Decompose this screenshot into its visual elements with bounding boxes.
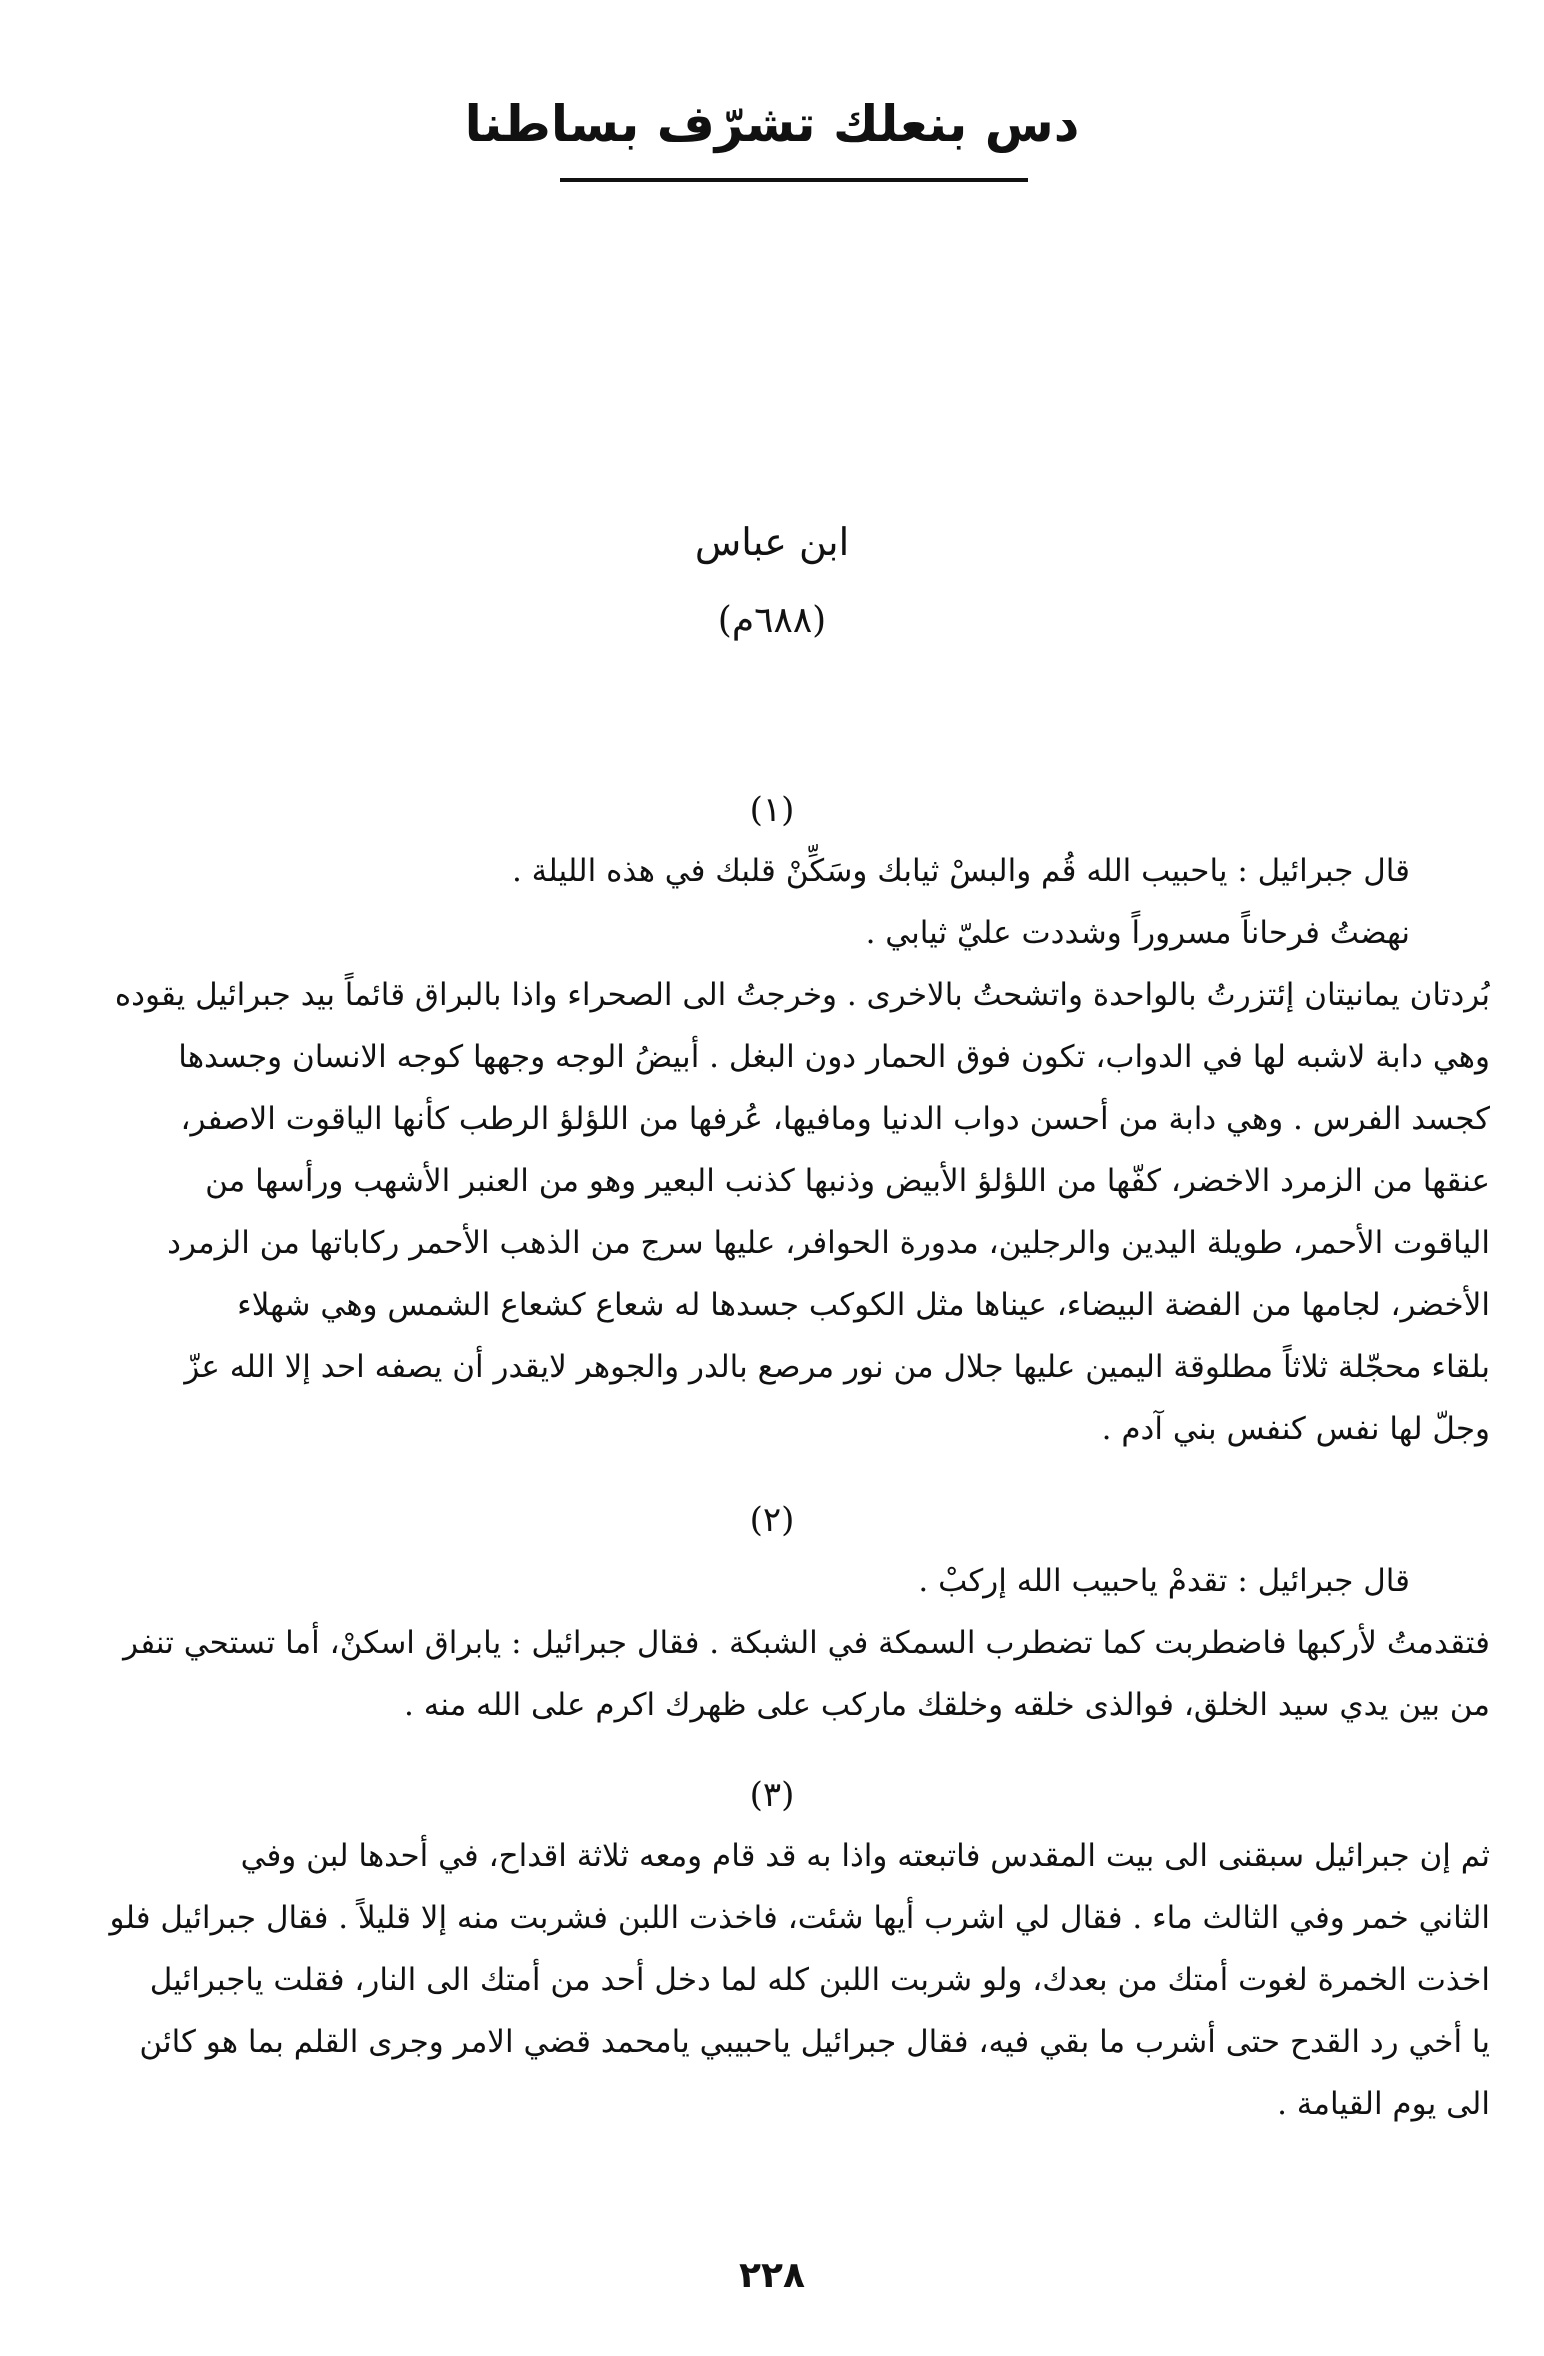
section-1-text <box>62 840 1490 1460</box>
section-number-3: (٣) <box>749 1775 795 1815</box>
section-number-1: (١) <box>749 790 795 830</box>
text-line: الثاني خمر وفي الثالث ماء . فقال لي اشرب أيها شئت، فاخذت اللبن فشربت منه إلا قليلاً . فقال جبرائيل فلو <box>109 1900 1490 1936</box>
text-line: عنقها من الزمرد الاخضر، كفّها من اللؤلؤ الأبيض وذنبها كذنب البعير وهو من العنبر الأشهب ورأسها من <box>205 1163 1490 1199</box>
text-line: بلقاء محجّلة ثلاثاً مطلوقة اليمين عليها جلال من نور مرصع بالدر والجوهر لايقدر أن يصفه احد إلا الله عزّ <box>184 1349 1490 1385</box>
text-line: اخذت الخمرة لغوت أمتك من بعدك، ولو شربت اللبن كله لما دخل أحد من أمتك الى النار، فقلت ياجبرائيل <box>149 1962 1490 1998</box>
text-line: بُردتان يمانيتان إئتزرتُ بالواحدة واتشحتُ بالاخرى . وخرجتُ الى الصحراء واذا بالبراق قائماً بيد جبرائيل يقوده <box>114 977 1490 1013</box>
header-underline <box>560 178 1028 182</box>
section-2-text <box>62 1550 1490 1736</box>
section-number-2: (٢) <box>749 1500 795 1540</box>
text-line: كجسد الفرس . وهي دابة من أحسن دواب الدنيا ومافيها، عُرفها من اللؤلؤ الرطب كأنها الياقوت الاصفر، <box>180 1101 1490 1137</box>
text-line: وجلّ لها نفس كنفس بني آدم . <box>1101 1411 1490 1447</box>
text-line: قال جبرائيل : تقدمْ ياحبيب الله إركبْ . <box>918 1563 1410 1599</box>
text-line: الى يوم القيامة . <box>1277 2086 1490 2122</box>
section-3-text <box>62 1825 1490 2135</box>
text-line: من بين يدي سيد الخلق، فوالذى خلقه وخلقك ماركب على ظهرك اكرم على الله منه . <box>404 1687 1490 1723</box>
text-line: الأخضر، لجامها من الفضة البيضاء، عيناها مثل الكوكب جسدها له شعاع كشعاع الشمس وهي شهلاء <box>237 1287 1490 1323</box>
text-line: وهي دابة لاشبه لها في الدواب، تكون فوق الحمار دون البغل . أبيضُ الوجه وجهها كوجه الانسان وجسدها <box>178 1039 1490 1075</box>
text-line: الياقوت الأحمر، طويلة اليدين والرجلين، مدورة الحوافر، عليها سرج من الذهب الأحمر ركاباتها من الزمرد <box>167 1225 1490 1261</box>
text-line: فتقدمتُ لأركبها فاضطربت كما تضطرب السمكة في الشبكة . فقال جبرائيل : يابراق اسكنْ، أما تستحي تنفر <box>123 1625 1490 1661</box>
author-name: ابن عباس <box>694 520 850 564</box>
text-line: يا أخي رد القدح حتى أشرب ما بقي فيه، فقال جبرائيل ياحبيبي يامحمد قضي الامر وجرى القلم بما هو كائن <box>139 2024 1490 2060</box>
text-line: نهضتُ فرحاناً مسروراً وشددت عليّ ثيابي . <box>865 915 1410 951</box>
text-line: ثم إن جبرائيل سبقنى الى بيت المقدس فاتبعته واذا به قد قام ومعه ثلاثة اقداح، في أحدها لبن وفي <box>240 1838 1490 1874</box>
author-date: (٦٨٨م) <box>717 600 827 641</box>
text-line: قال جبرائيل : ياحبيب الله قُم والبسْ ثيابك وسَكِّنْ قلبك في هذه الليلة . <box>511 853 1410 889</box>
running-header-title: دس بنعلك تشرّف بساطنا <box>464 95 1080 153</box>
page-number: ٢٢٨ <box>739 2255 805 2296</box>
